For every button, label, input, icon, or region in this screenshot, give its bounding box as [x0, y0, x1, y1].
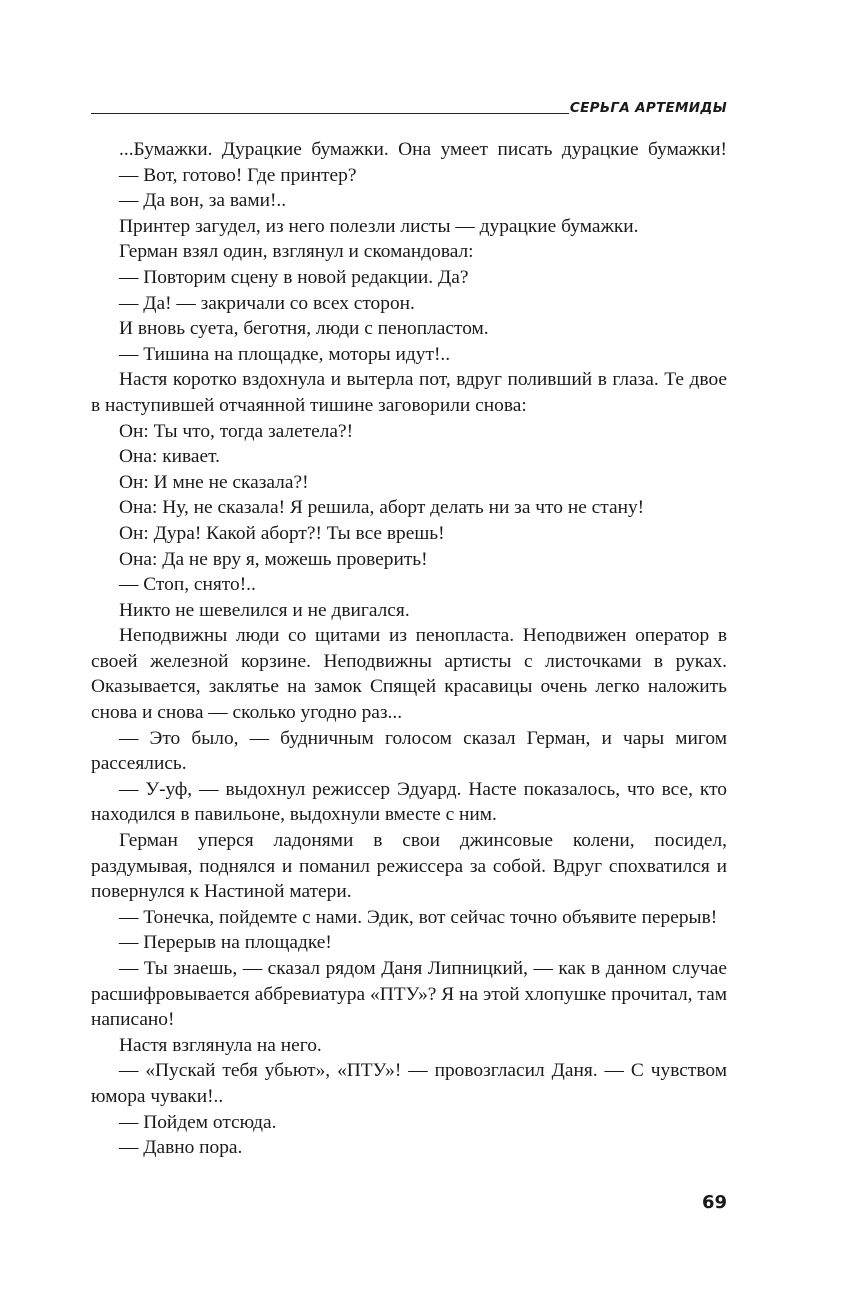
- running-header: [91, 100, 727, 122]
- paragraph: Она: кивает.: [119, 446, 220, 468]
- paragraph: Настя взглянула на него.: [119, 1034, 322, 1056]
- paragraph: — Ты знаешь, — сказал рядом Даня Липницкий, — как в данном случае расшифровывается аббревиатура «ПТУ»? Я на этой хлопушке прочитал, там написано!: [91, 958, 727, 1031]
- paragraph: Никто не шевелился и не двигался.: [119, 599, 410, 621]
- paragraph: ...Бумажки. Дурацкие бумажки. Она умеет писать дурацкие бумажки!: [119, 139, 727, 160]
- paragraph: — Да! — закричали со всех сторон.: [119, 292, 415, 314]
- paragraph: — У-уф, — выдохнул режиссер Эдуард. Насте показалось, что все, кто находился в павильоне, выдохнули вместе с ним.: [91, 778, 727, 826]
- paragraph: Он: Ты что, тогда залетела?!: [119, 420, 354, 442]
- paragraph: Герман взял один, взглянул и скомандовал:: [119, 241, 474, 263]
- body-text: [91, 137, 727, 1161]
- paragraph: Она: Ну, не сказала! Я решила, аборт делать ни за что не стану!: [119, 497, 645, 519]
- paragraph: И вновь суета, беготня, люди с пенопластом.: [119, 318, 489, 340]
- paragraph: — Вот, готово! Где принтер?: [119, 164, 357, 186]
- paragraph: — Перерыв на площадке!: [119, 932, 332, 954]
- header-rule: [91, 113, 569, 114]
- paragraph: Неподвижны люди со щитами из пенопласта. Неподвижен оператор в своей железной корзине. Неподвижны артисты с листочками в руках. Оказывается, заклятье на замок Спящей красавицы очень легко наложить снова и снова — сколько угодно раз...: [91, 625, 727, 724]
- header-title: СЕРЬГА АРТЕМИДЫ: [569, 100, 727, 116]
- paragraph: — Да вон, за вами!..: [119, 190, 287, 212]
- paragraph: Герман уперся ладонями в свои джинсовые колени, посидел, раздумывая, поднялся и поманил режиссера за собой. Вдруг спохватился и повернулся к Настиной матери.: [91, 830, 727, 903]
- paragraph: — Повторим сцену в новой редакции. Да?: [119, 266, 469, 288]
- paragraph: — Это было, — будничным голосом сказал Герман, и чары мигом рассеялись.: [91, 727, 727, 775]
- paragraph: — Пойдем отсюда.: [119, 1111, 277, 1133]
- paragraph: Принтер загудел, из него полезли листы — дурацкие бумажки.: [119, 215, 639, 237]
- paragraph: — «Пускай тебя убьют», «ПТУ»! — провозгласил Даня. — С чувством юмора чуваки!..: [91, 1060, 727, 1107]
- paragraph: — Тонечка, пойдемте с нами. Эдик, вот сейчас точно объявите перерыв!: [119, 906, 718, 928]
- paragraph: — Тишина на площадке, моторы идут!..: [119, 343, 451, 365]
- paragraph: Он: И мне не сказала?!: [119, 471, 309, 493]
- paragraph: Она: Да не вру я, можешь проверить!: [119, 548, 428, 570]
- paragraph: — Давно пора.: [119, 1137, 243, 1159]
- paragraph: Он: Дура! Какой аборт?! Ты все врешь!: [119, 522, 445, 544]
- page-number: 69: [701, 1192, 727, 1213]
- paragraph: — Стоп, снято!..: [119, 574, 256, 596]
- paragraph: Настя коротко вздохнула и вытерла пот, вдруг поливший в глаза. Те двое в наступившей отчаянной тишине заговорили снова:: [91, 369, 727, 416]
